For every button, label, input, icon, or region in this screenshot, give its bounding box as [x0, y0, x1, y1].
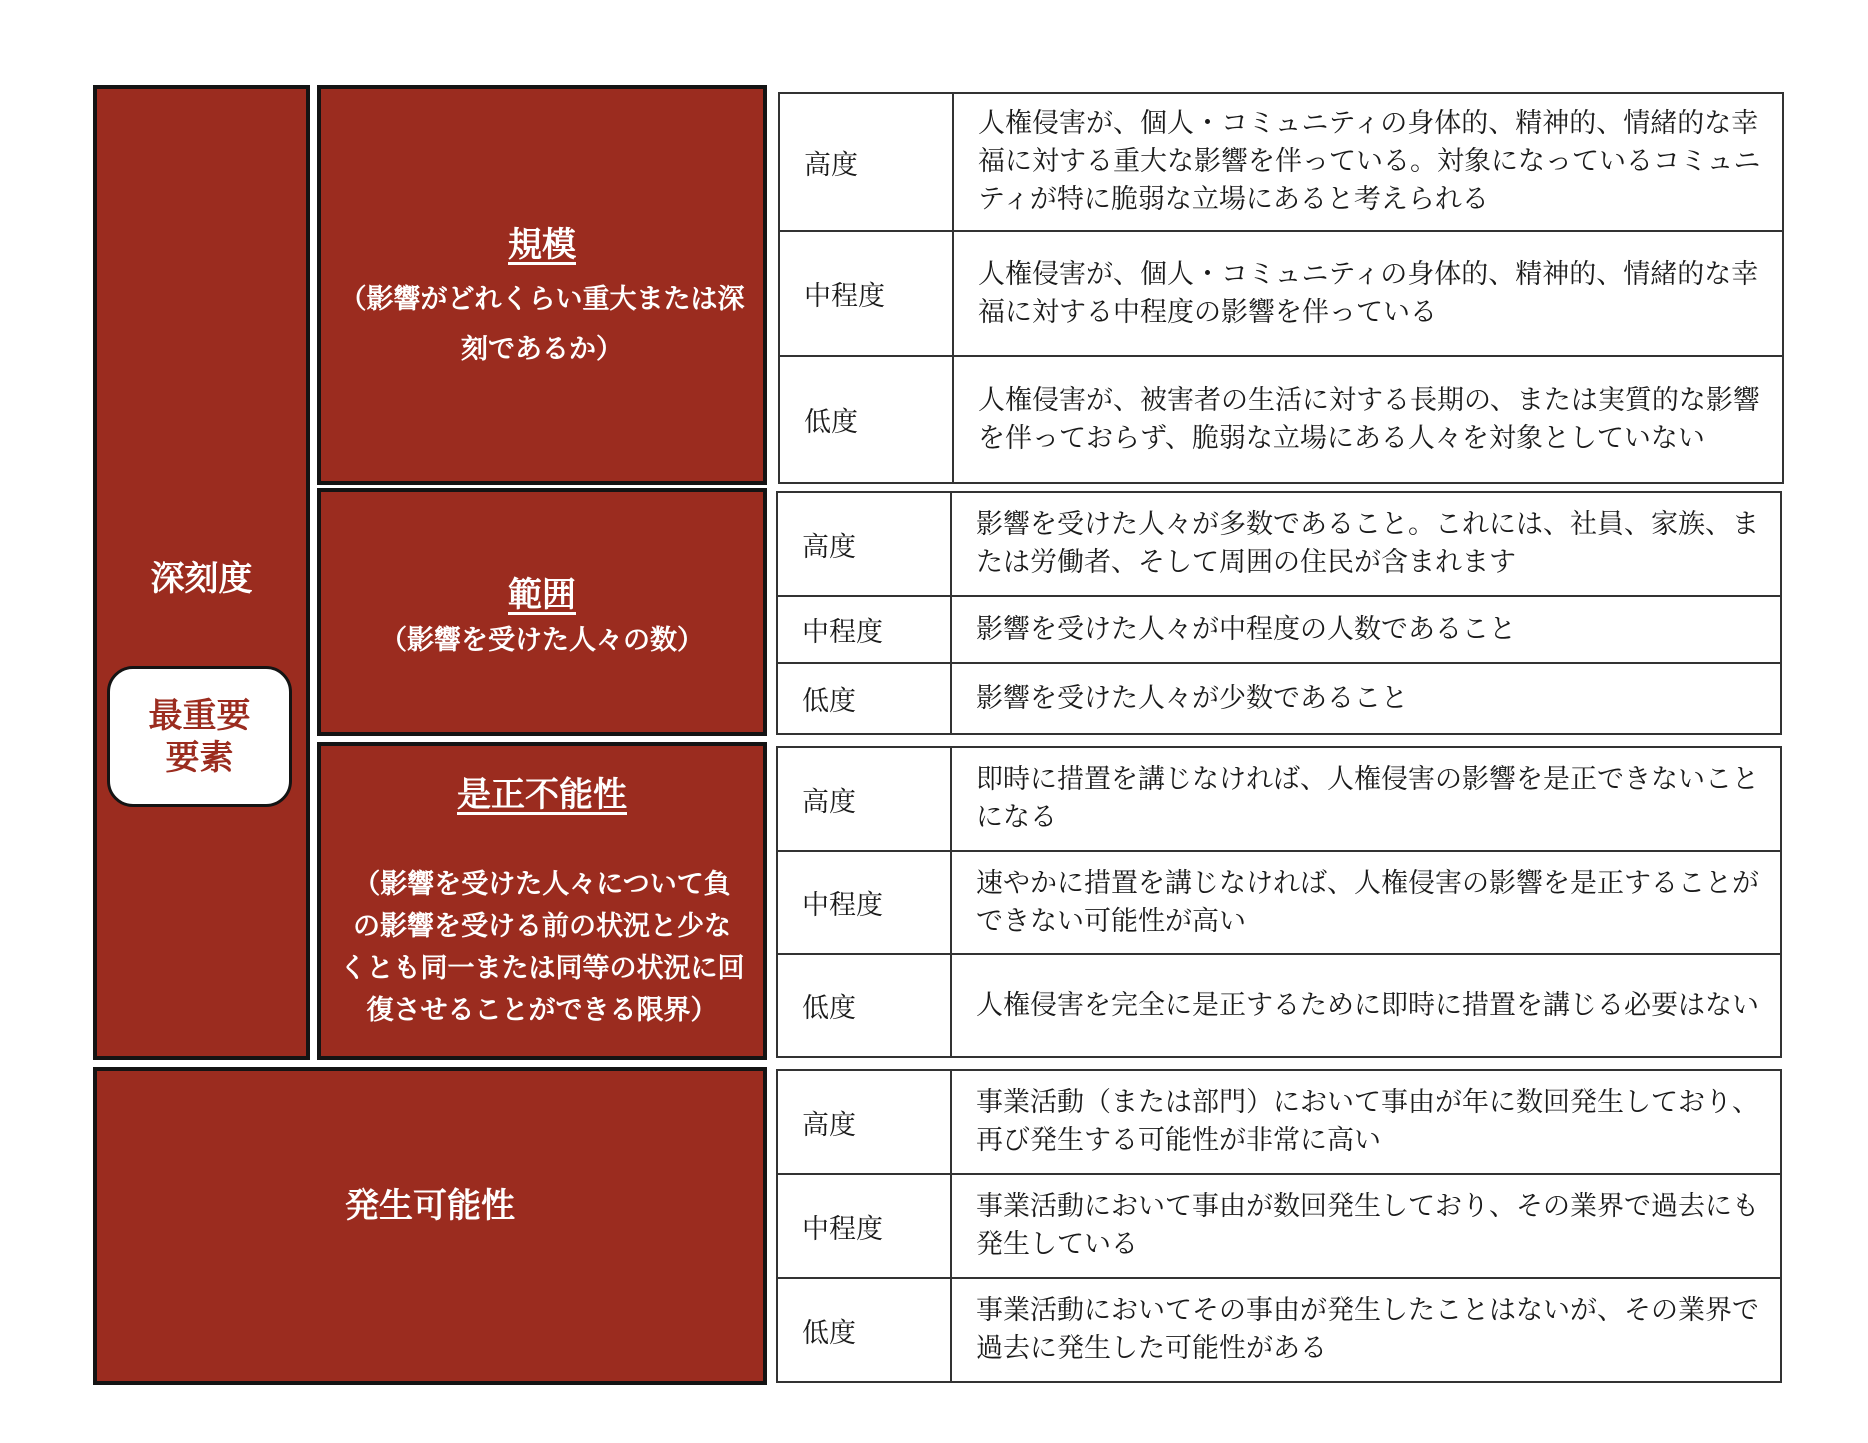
level-description: 事業活動においてその事由が発生したことはないが、その業界で過去に発生した可能性がある	[951, 1278, 1781, 1382]
scope-category	[317, 488, 767, 736]
level-label: 中程度	[777, 596, 951, 663]
irremediability-subtitle-line-2: の影響を受ける前の状況と少な	[353, 911, 731, 942]
level-label: 低度	[777, 663, 951, 734]
scope-title: 範囲	[508, 575, 576, 615]
table-row	[779, 93, 1783, 231]
table-row	[777, 492, 1781, 596]
severity-block	[93, 85, 310, 1060]
level-description: 人権侵害を完全に是正するために即時に措置を講じる必要はない	[951, 954, 1781, 1057]
level-description: 事業活動（または部門）において事由が年に数回発生しており、再び発生する可能性が非常に高い	[951, 1070, 1781, 1174]
scale-level-table	[778, 92, 1784, 484]
level-label: 中程度	[779, 231, 953, 356]
irremediability-subtitle-line-1: （影響を受けた人々について負	[353, 869, 731, 900]
badge-line-1: 最重要	[148, 695, 251, 736]
level-description: 人権侵害が、被害者の生活に対する長期の、または実質的な影響を伴っておらず、脆弱な立場にある人々を対象としていない	[953, 356, 1783, 483]
table-row	[777, 1070, 1781, 1174]
level-label: 低度	[777, 1278, 951, 1382]
level-description: 人権侵害が、個人・コミュニティの身体的、精神的、情緒的な幸福に対する重大な影響を伴っている。対象になっているコミュニティが特に脆弱な立場にあると考えられる	[953, 93, 1783, 231]
irremediability-subtitle-line-4: 復させることができる限界）	[366, 995, 718, 1026]
table-row	[779, 231, 1783, 356]
most-important-badge	[107, 666, 292, 807]
level-description: 人権侵害が、個人・コミュニティの身体的、精神的、情緒的な幸福に対する中程度の影響を伴っている	[953, 231, 1783, 356]
level-description: 影響を受けた人々が多数であること。これには、社員、家族、または労働者、そして周囲の住民が含まれます	[951, 492, 1781, 596]
likelihood-level-table	[776, 1069, 1782, 1383]
table-row	[777, 596, 1781, 663]
table-row	[777, 1278, 1781, 1382]
table-row	[777, 954, 1781, 1057]
level-label: 高度	[777, 747, 951, 851]
scale-title: 規模	[508, 225, 576, 265]
irremediability-title: 是正不能性	[457, 775, 627, 815]
level-label: 低度	[779, 356, 953, 483]
irremediability-subtitle-line-3: くとも同一または同等の状況に回	[339, 953, 745, 984]
table-row	[779, 356, 1783, 483]
level-description: 即時に措置を講じなければ、人権侵害の影響を是正できないことになる	[951, 747, 1781, 851]
severity-label: 深刻度	[150, 559, 253, 599]
level-label: 低度	[777, 954, 951, 1057]
scope-subtitle-line-1: （影響を受けた人々の数）	[380, 625, 704, 656]
table-row	[777, 851, 1781, 954]
scale-subtitle-line-1: （影響がどれくらい重大または深	[339, 284, 745, 315]
level-description: 影響を受けた人々が少数であること	[951, 663, 1781, 734]
level-label: 高度	[777, 1070, 951, 1174]
level-description: 速やかに措置を講じなければ、人権侵害の影響を是正することができない可能性が高い	[951, 851, 1781, 954]
scale-category	[317, 85, 767, 485]
table-row	[777, 747, 1781, 851]
badge-line-2: 要素	[165, 737, 234, 778]
level-label: 高度	[777, 492, 951, 596]
table-row	[777, 663, 1781, 734]
level-description: 事業活動において事由が数回発生しており、その業界で過去にも発生している	[951, 1174, 1781, 1278]
table-row	[777, 1174, 1781, 1278]
irremediability-category	[317, 742, 767, 1060]
likelihood-title: 発生可能性	[345, 1186, 515, 1226]
likelihood-category	[93, 1067, 767, 1385]
scale-subtitle-line-2: 刻であるか）	[461, 334, 623, 365]
level-label: 中程度	[777, 1174, 951, 1278]
level-label: 中程度	[777, 851, 951, 954]
level-label: 高度	[779, 93, 953, 231]
level-description: 影響を受けた人々が中程度の人数であること	[951, 596, 1781, 663]
scope-level-table	[776, 491, 1782, 735]
irremediability-level-table	[776, 746, 1782, 1058]
